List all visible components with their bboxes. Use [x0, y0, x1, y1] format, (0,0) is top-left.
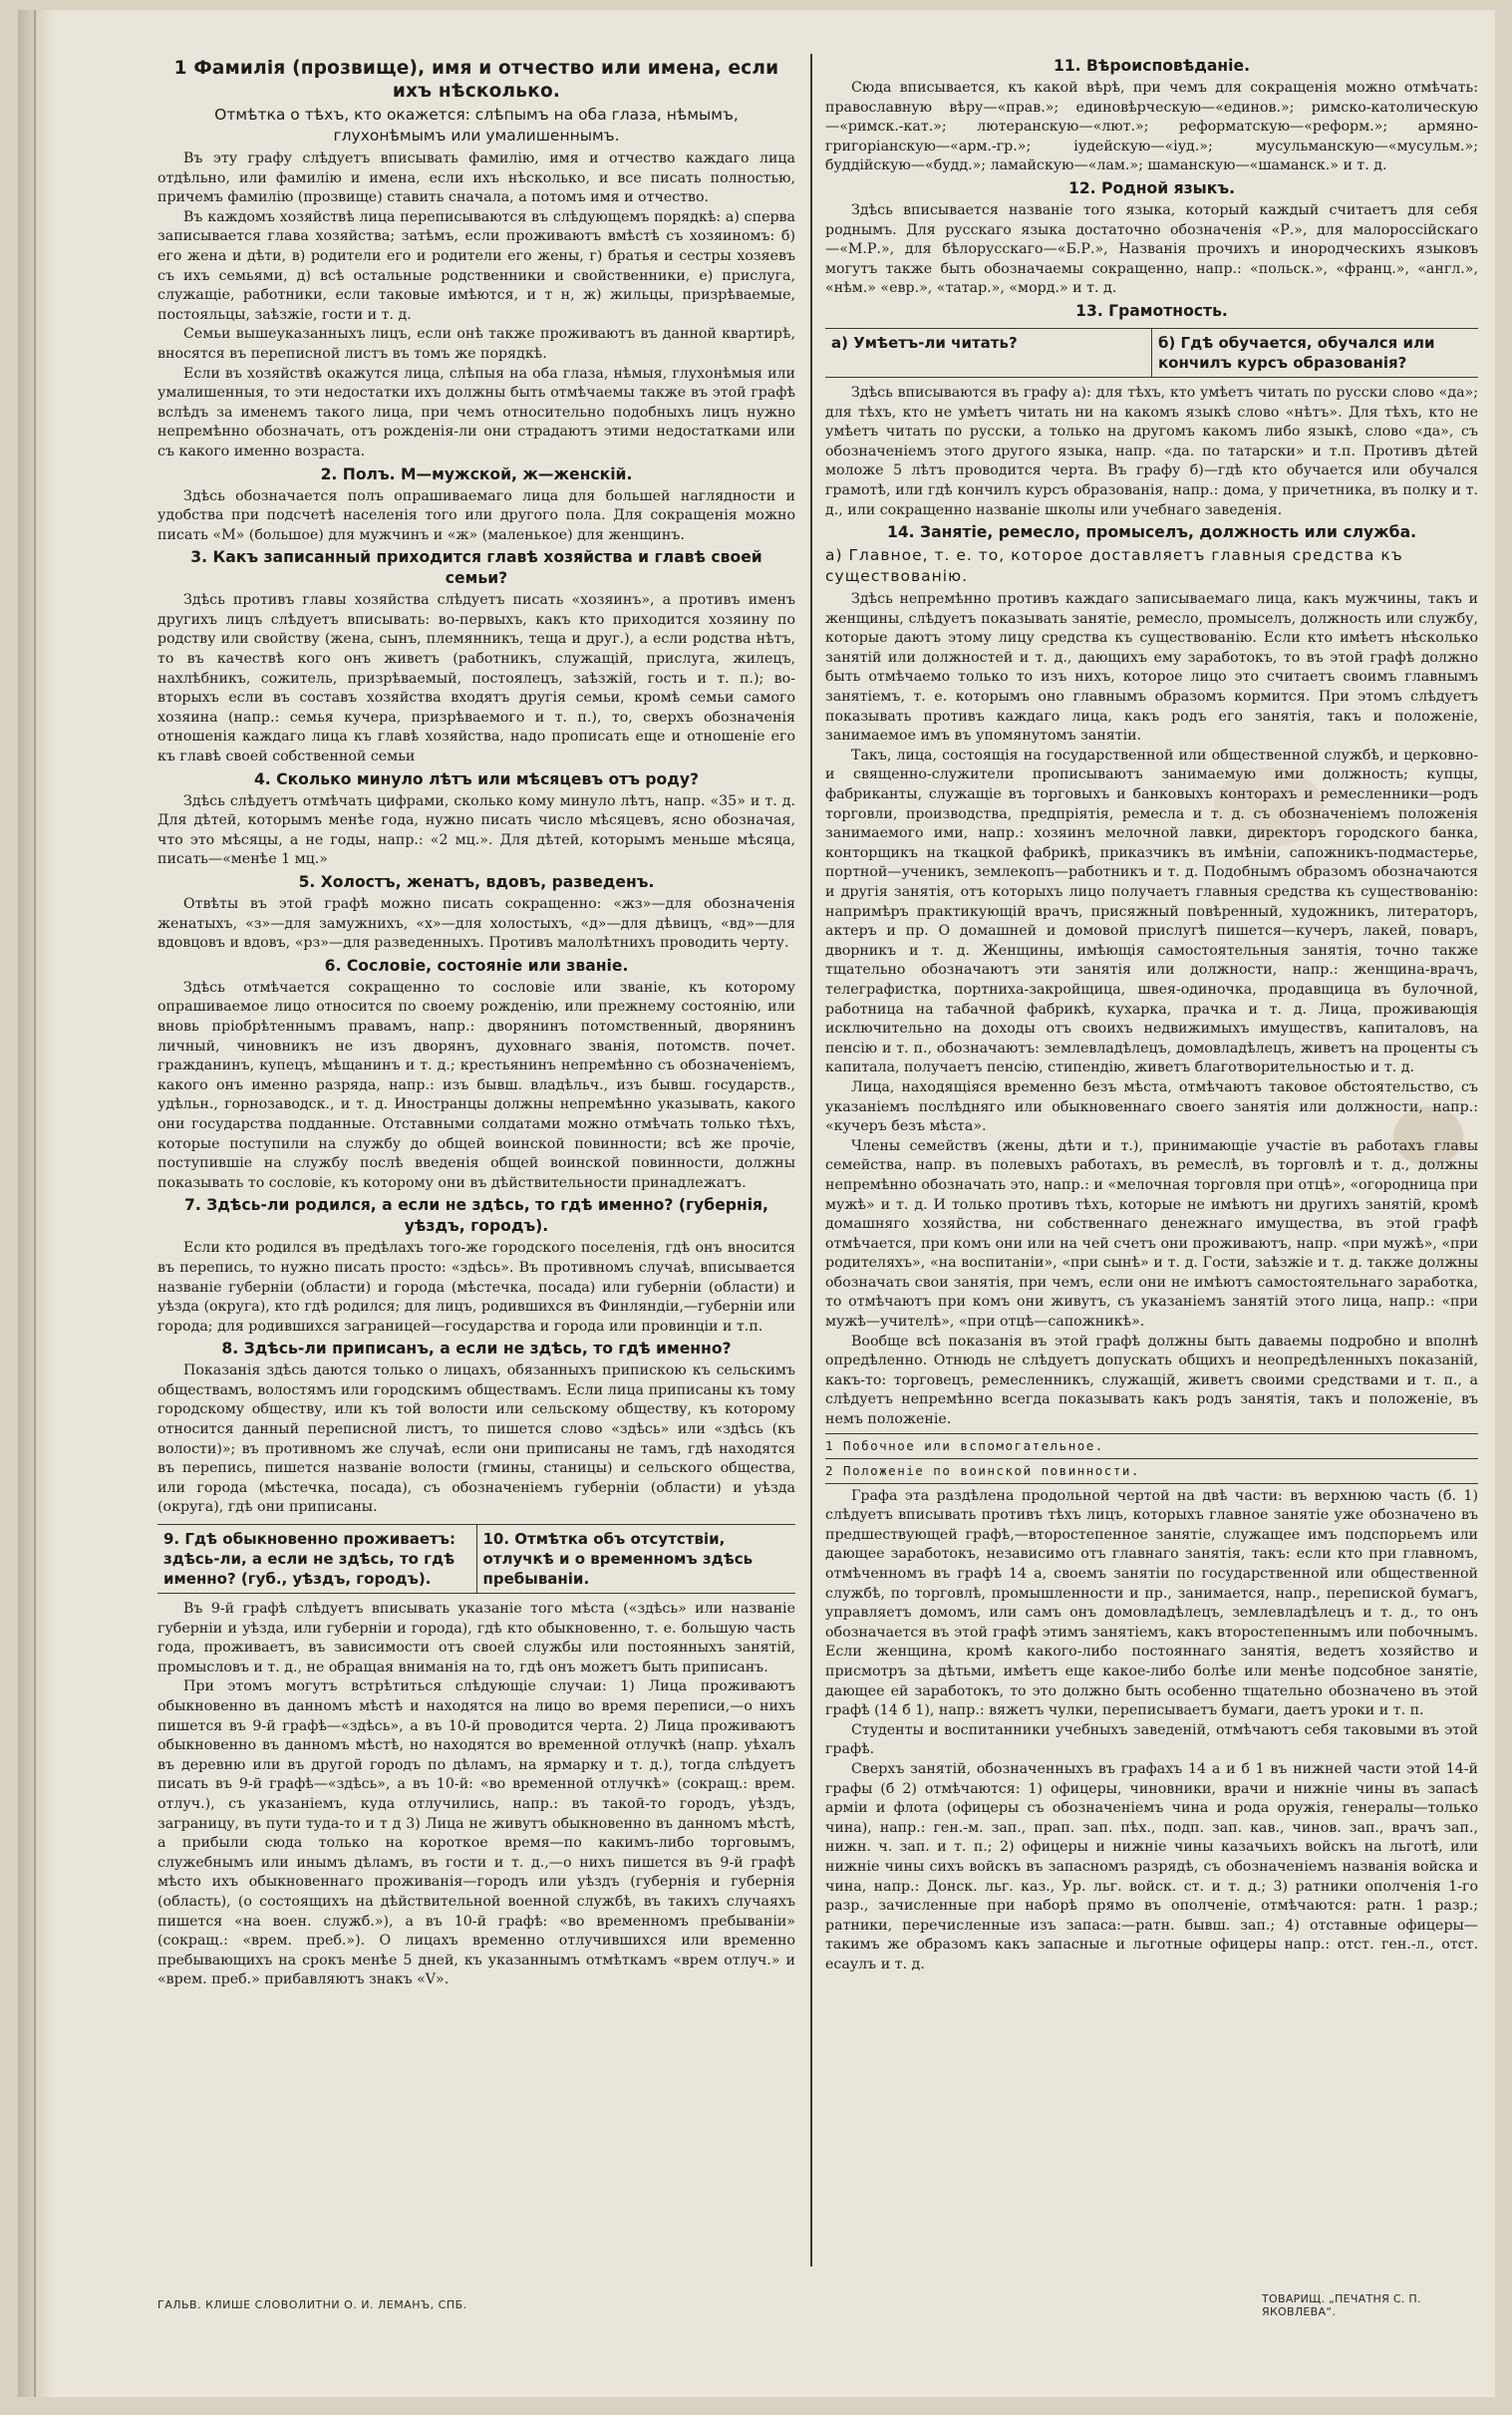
paragraph: Сюда вписывается, къ какой вѣрѣ, при чемъ для сокращенія можно отмѣчать: православную вѣру—«прав.»; единовѣрческую—«единов.»; римско-католическую—«римск.-кат.»; лютеранскую—«лют.»; реформатскую—«реформ.»; армяно-григоріанскую—«арм.-гр.»; іудейскую—«іуд.»; мусульманскую—«мусульм.»; буддійскую—«будд.»; ламайскую—«лам.»; шаманскую—«шаманск.» и т. д. — [825, 80, 1478, 174]
section-14a-subtitle: а) Главное, т. е. то, которое доставляетъ главныя средства къ существованію. — [825, 546, 1403, 586]
paragraph: Въ каждомъ хозяйствѣ лица переписываются въ слѣдующемъ порядкѣ: а) сперва записывается глава хозяйства; затѣмъ, если проживаютъ вмѣстѣ съ хозяиномъ: б) его жена и дѣти, в) родители его и родители его жены, г) братья и сестры хозяевъ съ ихъ семьями, д) всѣ остальные родственники и свойственники, е) прислуга, служащіе, работники, если таковые имѣются, и т н, ж) жильцы, призрѣваемые, постояльцы, заѣзжіе, гости и т. д. — [157, 208, 795, 323]
section-8-title: 8. Здѣсь-ли приписанъ, а если не здѣсь, то гдѣ именно? — [221, 1340, 732, 1358]
section-4-title: 4. Сколько минуло лѣтъ или мѣсяцевъ отъ роду? — [253, 769, 700, 788]
paper-fold-line — [34, 10, 36, 2397]
paragraph: Здѣсь непремѣнно противъ каждаго записываемаго лица, какъ мужчины, такъ и женщины, слѣдуетъ показывать занятіе, ремесло, промыселъ, должность или службу, которые даютъ этому лицу средства къ существованію. Если кто имѣетъ нѣсколько занятій или должностей и т. д., дающихъ ему заработокъ, то въ этой графѣ должно быть отмѣчаемо только то изъ нихъ, которое лицо это считаетъ своимъ главнымъ занятіемъ, т. е. которымъ оно главнымъ образомъ кормится. При этомъ слѣдуетъ показывать противъ каждаго лица, какъ родъ его занятія, такъ и положеніе, занимаемое имъ въ упомянутомъ занятіи. — [825, 591, 1478, 745]
section-14-title: 14. Занятіе, ремесло, промыселъ, должность или служба. — [886, 523, 1417, 542]
right-column — [825, 54, 1478, 2286]
paragraph: Здѣсь вписываются въ графу а): для тѣхъ, кто умѣетъ читать по русски слово «да»; для тѣхъ, кто не умѣетъ читать ни на какомъ языкѣ слово «нѣтъ». Для тѣхъ, кто не умѣетъ читать по русски, а только на другомъ какомъ либо языкѣ, слово «да», съ обозначеніемъ этого другого языка, напр. «да. по татарски» и т.п. Противъ дѣтей моложе 5 лѣтъ проводится черта. Въ графу б)—гдѣ кто обучается или обучался грамотѣ, или гдѣ кончилъ курсъ образованія, напр.: дома, у причетника, въ полку и т. д., или сокращенно названіе школы или учебнаго заведенія. — [825, 384, 1478, 518]
rule — [825, 1458, 1478, 1459]
section-1-title: 1 Фамилія (прозвище), имя и отчество или имена, если ихъ нѣсколько. — [173, 58, 779, 102]
section-6-title: 6. Сословіе, состояніе или званіе. — [324, 956, 629, 975]
section-13a-cell — [825, 329, 1151, 377]
paragraph: Члены семействъ (жены, дѣти и т.), принимающіе участіе въ работахъ главы семейства, напр. въ полевыхъ работахъ, въ ремеслѣ, въ торговлѣ и т. д., должны непремѣнно обозначать это, напр.: и «мелочная торговля при отцѣ», «огородница при мужѣ» и т. д. И только противъ тѣхъ, которые не имѣютъ ни другихъ занятій, кромѣ домашняго хозяйства, ни собственнаго денежнаго имущества, въ этой графѣ отмѣчается, при комъ они или на чей счетъ они проживаютъ, напр. «при мужѣ», «при родителяхъ», «на воспитаніи», «при сынѣ» и т. д. Гости, заѣзжіе и т. д. также должны обозначать свои занятія, при чемъ, если они не имѣютъ самостоятельнаго заработка, то отмѣчаютъ при комъ они живутъ, съ указаніемъ занятій этого лица, напр.: «при мужѣ—учителѣ», «при отцѣ—сапожникѣ». — [825, 1137, 1478, 1331]
paragraph: Если въ хозяйствѣ окажутся лица, слѣпыя на оба глаза, нѣмыя, глухонѣмыя или умалишенныя, то эти недостатки ихъ должны быть отмѣчаемы также въ этой графѣ вслѣдъ за именемъ такого лица, при чемъ относительно подобныхъ лицъ нужно непремѣнно обозначать, отъ рожденія-ли они страдаютъ этими недостатками или съ какого именно возраста. — [157, 365, 795, 459]
section-9-10-header — [157, 1524, 795, 1594]
paragraph: Если кто родился въ предѣлахъ того-же городского поселенія, гдѣ онъ вносится въ перепись, то нужно писать просто: «здѣсь». Въ противномъ случаѣ, вписывается названіе губерніи (области) и города (мѣстечка, посада) или губерніи (области) и уѣзда (округа), кто гдѣ родился; для лицъ, родившихся въ Финляндіи,—губерніи или города; для родившихся заграницей—государства и города или провинціи и т.п. — [157, 1240, 795, 1335]
paragraph: Здѣсь обозначается полъ опрашиваемаго лица для большей наглядности и удобства при подсчетѣ населенія того или другого пола. Для сокращенія можно писать «М» (большое) для мужчинъ и «ж» (маленькое) для женщинъ. — [157, 487, 795, 543]
paragraph: Отвѣты въ этой графѣ можно писать сокращенно: «жз»—для обозначенія женатыхъ, «з»—для замужнихъ, «х»—для холостыхъ, «д»—для дѣвицъ, «вд»—для вдовцовъ и вдовъ, «рз»—для разведенныхъ. Противъ малолѣтнихъ проводить черту. — [157, 896, 795, 952]
section-1-subtitle: Отмѣтка о тѣхъ, кто окажется: слѣпымъ на оба глаза, нѣмымъ, глухонѣмымъ или умалишеннымъ. — [214, 106, 739, 145]
section-13b-title: б) Гдѣ обучается, обучался или кончилъ курсъ образованія? — [1158, 333, 1435, 372]
section-11-title: 11. Вѣроисповѣданіе. — [1053, 57, 1251, 75]
section-14b1-title: 1 Побочное или вспомогательное. — [825, 1437, 1104, 1453]
paragraph: Студенты и воспитанники учебныхъ заведеній, отмѣчаютъ себя таковыми въ этой графѣ. — [825, 1721, 1478, 1758]
section-13-subheader — [825, 328, 1478, 378]
section-7-title: 7. Здѣсь-ли родился, а если не здѣсь, то гдѣ именно? (губернія, уѣздъ, городъ). — [184, 1196, 768, 1236]
paper-fold-shadow — [18, 10, 54, 2397]
section-3-title: 3. Какъ записанный приходится главѣ хозяйства и главѣ своей семьи? — [190, 548, 762, 588]
paragraph: Семьи вышеуказанныхъ лицъ, если онѣ также проживаютъ въ данной квартирѣ, вносятся въ переписной листъ въ томъ же порядкѣ. — [157, 326, 795, 362]
paragraph: Такъ, лица, состоящія на государственной или общественной службѣ, и церковно-и священно-служители прописываютъ занимаемую ими должность; купцы, фабриканты, служащіе въ торговыхъ и банковыхъ конторахъ и ремесленники—родъ торговли, производства, предпріятія, ремесла и т. д. съ обозначеніемъ положенія занимаемого ими, напр.: хозяинъ мелочной лавки, директоръ городского банка, конторщикъ на ткацкой фабрикѣ, приказчикъ въ имѣніи, сапожникъ-подмастерье, портной—ученикъ, землекопъ—работникъ и т. д. Подобнымъ образомъ обозначаются и другія занятія, отъ которыхъ лицо получаетъ главныя средства къ существованію: напримѣръ практикующій врачъ, присяжный повѣренный, художникъ, литераторъ, актеръ и пр. О домашней и домовой прислугѣ пишется—кучеръ, лакей, поваръ, дворникъ и т. д. Женщины, имѣющія самостоятельныя занятія, точно также тщательно обозначаютъ эти занятія или должности, напр.: женщина-врачъ, телеграфистка, портниха-закройщица, швея-одиночка, продавщица въ булочной, работница на табачной фабрикѣ, кухарка, прачка и т. д. Лица, проживающія исключительно на доходы отъ своихъ недвижимыхъ имуществъ, капиталовъ, на пенсію и т. п., обозначаютъ: землевладѣлецъ, домовладѣлецъ, живетъ на проценты съ капитала, получаетъ пенсію, стипендію, живетъ благотворительностью и т. д. — [825, 747, 1478, 1076]
column-divider — [810, 54, 812, 2266]
paragraph: Здѣсь противъ главы хозяйства слѣдуетъ писать «хозяинъ», а противъ именъ другихъ лицъ слѣдуетъ вписывать: во-первыхъ, какъ кто приходится хозяину по родству или свойству (жена, сынъ, племянникъ, теща и друг.), а если родства нѣтъ, то въ качествѣ кого онъ живетъ (работникъ, служащій, прислуга, жилецъ, нахлѣбникъ, сожитель, призрѣваемый, постоялецъ, заѣзжій, гость и т. п.); во-вторыхъ если въ составъ хозяйства входятъ другія семьи, кромѣ семьи самого хозяина (напр.: семья кучера, призрѣваемого и т. п.), то, сверхъ обозначенія отношенія каждаго лица къ главѣ хозяйства, надо прописать еще и отношеніе его къ главѣ своей собственной семьи — [157, 592, 795, 765]
paragraph: При этомъ могутъ встрѣтиться слѣдующіе случаи: 1) Лица проживаютъ обыкновенно въ данномъ мѣстѣ и находятся на лицо во время переписи,—о нихъ пишется въ 9-й графѣ—«здѣсь», а въ 10-й проводится черта. 2) Лица проживаютъ обыкновенно въ данномъ мѣстѣ, но находятся во временной отлучкѣ (напр. уѣхалъ въ деревню или въ другой городъ по дѣламъ, на ярмарку и т. д.), тогда слѣдуетъ писать въ 9-й графѣ—«здѣсь», а въ 10-й: «во временной отлучкѣ» (сокращ.: врем. отлуч.), съ указаніемъ, куда отлучились, напр.: въ такой-то городъ, уѣздъ, заграницу, въ пути туда-то и т д 3) Лица не живутъ обыкновенно въ данномъ мѣстѣ, а прибыли сюда только на короткое время—по какимъ-либо торговымъ, служебнымъ или инымъ дѣламъ, въ гости и т. д.,—о нихъ пишется въ 9-й графѣ мѣсто ихъ обыкновеннаго проживанія—городъ или уѣздъ (губернія и губернія (область), (о состоящихъ на дѣйствительной военной службѣ, въ такихъ случаяхъ пишется «на воен. служб.»), а въ 10-й графѣ: «во временномъ пребываніи» (сокращ.: «врем. преб.»). О лицахъ временно отлучившихся или временно пребывающихъ на срокъ менѣе 5 дней, къ указаннымъ отмѣткамъ «врем отлуч.» и «врем. преб.» прибавляютъ знакъ «V». — [157, 1678, 795, 1988]
left-column — [157, 54, 795, 2266]
printer-imprint-left: ГАЛЬВ. КЛИШЕ СЛОВОЛИТНИ О. И. ЛЕМАНЪ, СПБ. — [157, 2298, 467, 2311]
rule — [825, 1483, 1478, 1484]
paragraph: Лица, находящіяся временно безъ мѣста, отмѣчаютъ таковое обстоятельство, съ указаніемъ послѣдняго или обыкновеннаго своего занятія или должности, напр.: «кучеръ безъ мѣста». — [825, 1078, 1478, 1135]
section-13b-cell — [1151, 329, 1478, 377]
section-10-cell — [476, 1525, 796, 1593]
document-sheet — [18, 10, 1495, 2397]
printer-imprint-right: ТОВАРИЩ. „ПЕЧАТНЯ С. П. ЯКОВЛЕВА“. — [1262, 2292, 1421, 2318]
paragraph: Въ 9-й графѣ слѣдуетъ вписывать указаніе того мѣста («здѣсь» или названіе губерніи и уѣзда, или губерніи и города), гдѣ кто обыкновенно, т. е. большую часть года, проживаетъ, въ зависимости отъ своей службы или постоянныхъ занятій, промысловъ и т. д., не обращая вниманія на то, гдѣ онъ можетъ быть приписанъ. — [157, 1601, 795, 1675]
section-13-title: 13. Грамотность. — [1075, 301, 1228, 320]
paragraph: Здѣсь вписывается названіе того языка, который каждый считаетъ для себя роднымъ. Для русскаго языка достаточно обозначенія «Р.», для малороссійскаго—«М.Р.», для бѣлорусскаго—«Б.Р.», Названія прочихъ и инородческихъ языковъ могутъ также быть обозначаемы сокращенно, напр.: «польск.», «франц.», «англ.», «нѣм.» «евр.», «татар.», «морд.» и т. д. — [825, 201, 1478, 297]
rule — [825, 1433, 1478, 1434]
section-13a-title: а) Умѣетъ-ли читать? — [831, 333, 1018, 352]
paragraph: Здѣсь отмѣчается сокращенно то сословіе или званіе, къ которому опрашиваемое лицо относится по своему рожденію, или прежнему состоянію, или вновь пріобрѣтеннымъ правамъ, напр.: дворянинъ потомственный, дворянинъ личный, чиновникъ не изъ дворянъ, духовнаго званія, потомств. почет. гражданинъ, купецъ, мѣщанинъ и т. д.; крестьянинъ непремѣнно съ обозначеніемъ, какого онъ именно разряда, напр.: изъ бывш. владѣльч., изъ бывш. государств., удѣльн., горнозаводск., и т. д. Иностранцы должны непремѣнно указывать, какого они государства подданные. Отставными солдатами можно отмѣчать только тѣхъ, которые поступили на службу до общей воинской повинности; всѣ же прочіе, поступившіе на службу послѣ введенія общей воинской повинности, должны показывать то сословіе, къ которому они въ дѣйствительности принадлежатъ. — [157, 979, 795, 1191]
paragraph: Сверхъ занятій, обозначенныхъ въ графахъ 14 а и б 1 въ нижней части этой 14-й графы (б 2) отмѣчаются: 1) офицеры, чиновники, врачи и нижніе чины въ запасѣ арміи и флота (офицеры съ обозначеніемъ чина и рода оружія, генералы—только чина), напр.: ген.-м. зап., прап. зап. пѣх., подп. зап. кав., чинов. зап., врачъ зап., нижн. ч. зап. и т. п.; 2) офицеры и нижніе чины казачьихъ войскъ на льготѣ, или нижніе чины сихъ войскъ въ запасномъ разрядѣ, съ обозначеніемъ названія войска и чина, напр.: Донск. льг. каз., Ур. льг. войск. ст. и т. д.; 3) ратники ополченія 1-го разр., зачисленные при наборѣ прямо въ ополченіе, отмѣчаются: ратн. 1 разр.; ратники, перечисленные изъ запаса:—ратн. бывш. зап.; 4) отставные офицеры—такимъ же образомъ какъ запасные и льготные офицеры напр.: отст. ген.-л., отст. есаулъ и т. д. — [825, 1760, 1478, 1972]
paragraph: Показанія здѣсь даются только о лицахъ, обязанныхъ припискою къ сельскимъ обществамъ, волостямъ или городскимъ обществамъ. Если лица приписаны къ тому городскому обществу, или къ той волости или сельскому обществу, къ которому относится данный переписной листъ, то пишется слово «здѣсь» или «здѣсь (къ волости)»; въ противномъ же случаѣ, если они приписаны не тамъ, гдѣ находятся въ перепись, пишется названіе волости (гмины, станицы) и сельского общества, или города (мѣстечка, посада), съ обозначеніемъ губерніи (области) и уѣзда (округа), гдѣ они приписаны. — [157, 1362, 795, 1516]
section-5-title: 5. Холостъ, женатъ, вдовъ, разведенъ. — [298, 873, 655, 891]
paragraph: Здѣсь слѣдуетъ отмѣчать цифрами, сколько кому минуло лѣтъ, напр. «35» и т. д. Для дѣтей, которымъ менѣе года, нужно писать число мѣсяцевъ, ясно обозначая, что это мѣсяцы, а не годы, напр.: «2 мц.». Для дѣтей, которымъ меньше мѣсяца, писать—«менѣе 1 мц.» — [157, 792, 795, 868]
paragraph: Вообще всѣ показанія въ этой графѣ должны быть даваемы подробно и вполнѣ опредѣленно. Отнюдь не слѣдуетъ допускать общихъ и неопредѣленныхъ показаній, какъ-то: торговецъ, ремесленникъ, служащій, живетъ своими средствами и т. п., а слѣдуетъ непремѣнно всегда показывать какъ родъ занятія, такъ и положеніе, въ немъ положеніе. — [825, 1333, 1478, 1428]
section-9-cell — [157, 1525, 476, 1593]
section-2-title: 2. Полъ. М—мужской, ж—женскій. — [320, 464, 633, 483]
section-10-title: 10. Отмѣтка объ отсутствіи, отлучкѣ и о временномъ здѣсь пребываніи. — [482, 1530, 754, 1589]
paragraph: Графа эта раздѣлена продольной чертой на двѣ части: въ верхнюю часть (б. 1) слѣдуетъ вписывать противъ тѣхъ лицъ, которыхъ главное занятіе уже обозначено въ предшествующей графѣ,—второстепенное занятіе, служащее имъ подспорьемъ или дающее заработокъ, независимо отъ главнаго занятія, такъ: если кто при главномъ, отмѣченномъ въ графѣ 14 а, своемъ занятіи по государственной или общественной службѣ, по торговлѣ, промышленности и пр., занимается, напр., перепиской бумагъ, управляетъ домомъ, или самъ онъ домовладѣлецъ, землевладѣлецъ и т. д., то онъ обозначается въ этой графѣ этимъ занятіемъ, какъ второстепеннымъ или побочнымъ. Если женщина, кромѣ какого-либо постояннаго занятія, ведетъ хозяйство и присмотръ за дѣтьми, имѣетъ еще какое-либо болѣе или менѣе подсобное занятіе, дающее ей заработокъ, то это должно быть особенно тщательно обозначено въ этой графѣ (14 б 1), напр.: вяжетъ чулки, переписываетъ бумаги, даетъ уроки и т. п. — [825, 1487, 1478, 1719]
paragraph: Въ эту графу слѣдуетъ вписывать фамилію, имя и отчество каждаго лица отдѣльно, или фамилію и имена, если ихъ нѣсколько, и все писать полностью, причемъ фамилію (прозвище) ставить сначала, а потомъ имя и отчество. — [157, 151, 795, 206]
section-12-title: 12. Родной языкъ. — [1067, 178, 1236, 197]
section-14b2-title: 2 Положеніе по воинской повинности. — [825, 1462, 1140, 1478]
section-9-title: 9. Гдѣ обыкновенно проживаетъ: здѣсь-ли, а если не здѣсь, то гдѣ именно? (губ., уѣздъ, городъ). — [163, 1530, 455, 1589]
